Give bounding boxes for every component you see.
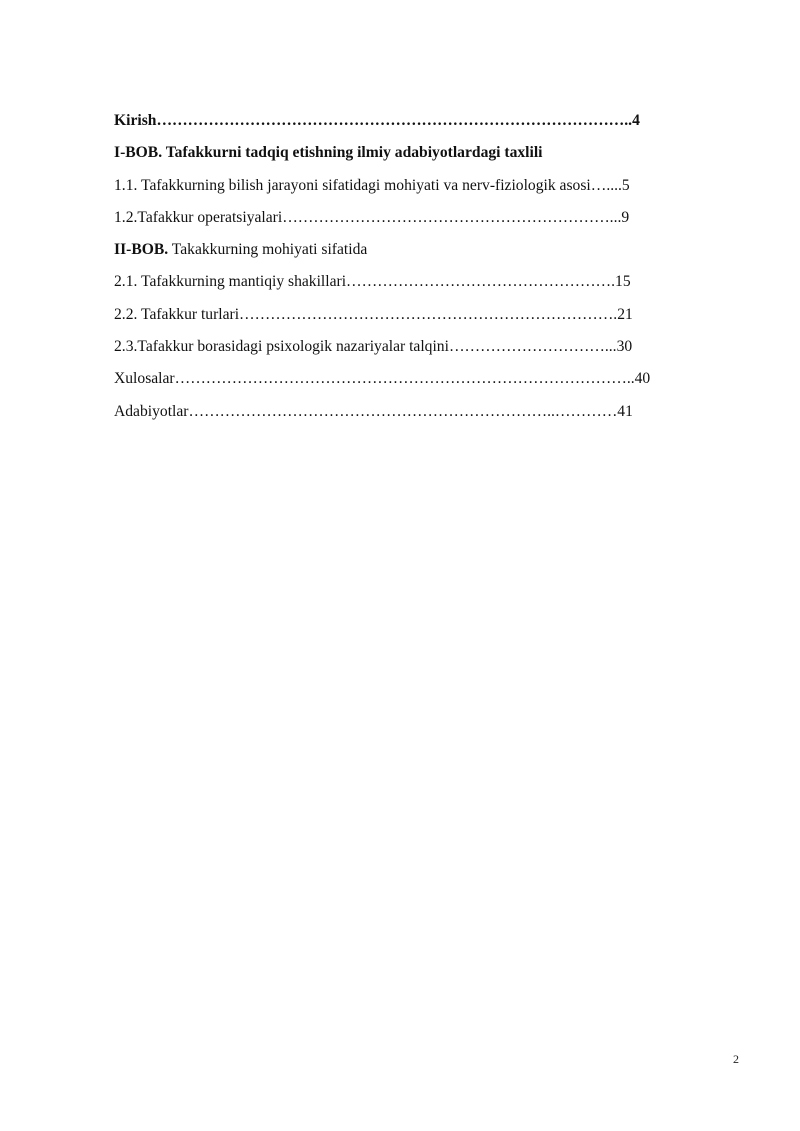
toc-entry-1-1: 1.1. Tafakkurning bilish jarayoni sifatidagi mohiyati va nerv-fiziologik asosi…....5	[114, 176, 630, 194]
toc-chapter-2	[114, 234, 740, 266]
toc-chapter-1: I-BOB. Tafakkurni tadqiq etishning ilmiy adabiyotlardagi taxlili	[114, 144, 543, 162]
toc-entry-2-3: 2.3.Tafakkur borasidagi psixologik nazariyalar talqini…………………………...30	[114, 338, 633, 356]
toc-entry-kirish: Kirish………………………………………………………………………………..4	[114, 112, 640, 129]
toc-entry-1-2: 1.2.Tafakkur operatsiyalari………………………………………………………...9	[114, 208, 630, 226]
toc-chapter-2-title: Takakkurning mohiyati sifatida	[168, 241, 368, 259]
toc-entry-2-1: 2.1. Tafakkurning mantiqiy shakillari…………………………………………….15	[114, 273, 631, 291]
table-of-contents	[114, 105, 740, 428]
toc-chapter-2-label: II-BOB.	[114, 241, 169, 259]
page-number: 2	[733, 1052, 739, 1066]
toc-entry-2-2: 2.2. Tafakkur turlari……………………………………………………………….21	[114, 305, 633, 323]
toc-entry-adabiyotlar: Adabiyotlar……………………………………………………………..…………41	[114, 402, 633, 420]
toc-entry-xulosalar: Xulosalar……………………………………………………………………………..40	[114, 370, 651, 388]
